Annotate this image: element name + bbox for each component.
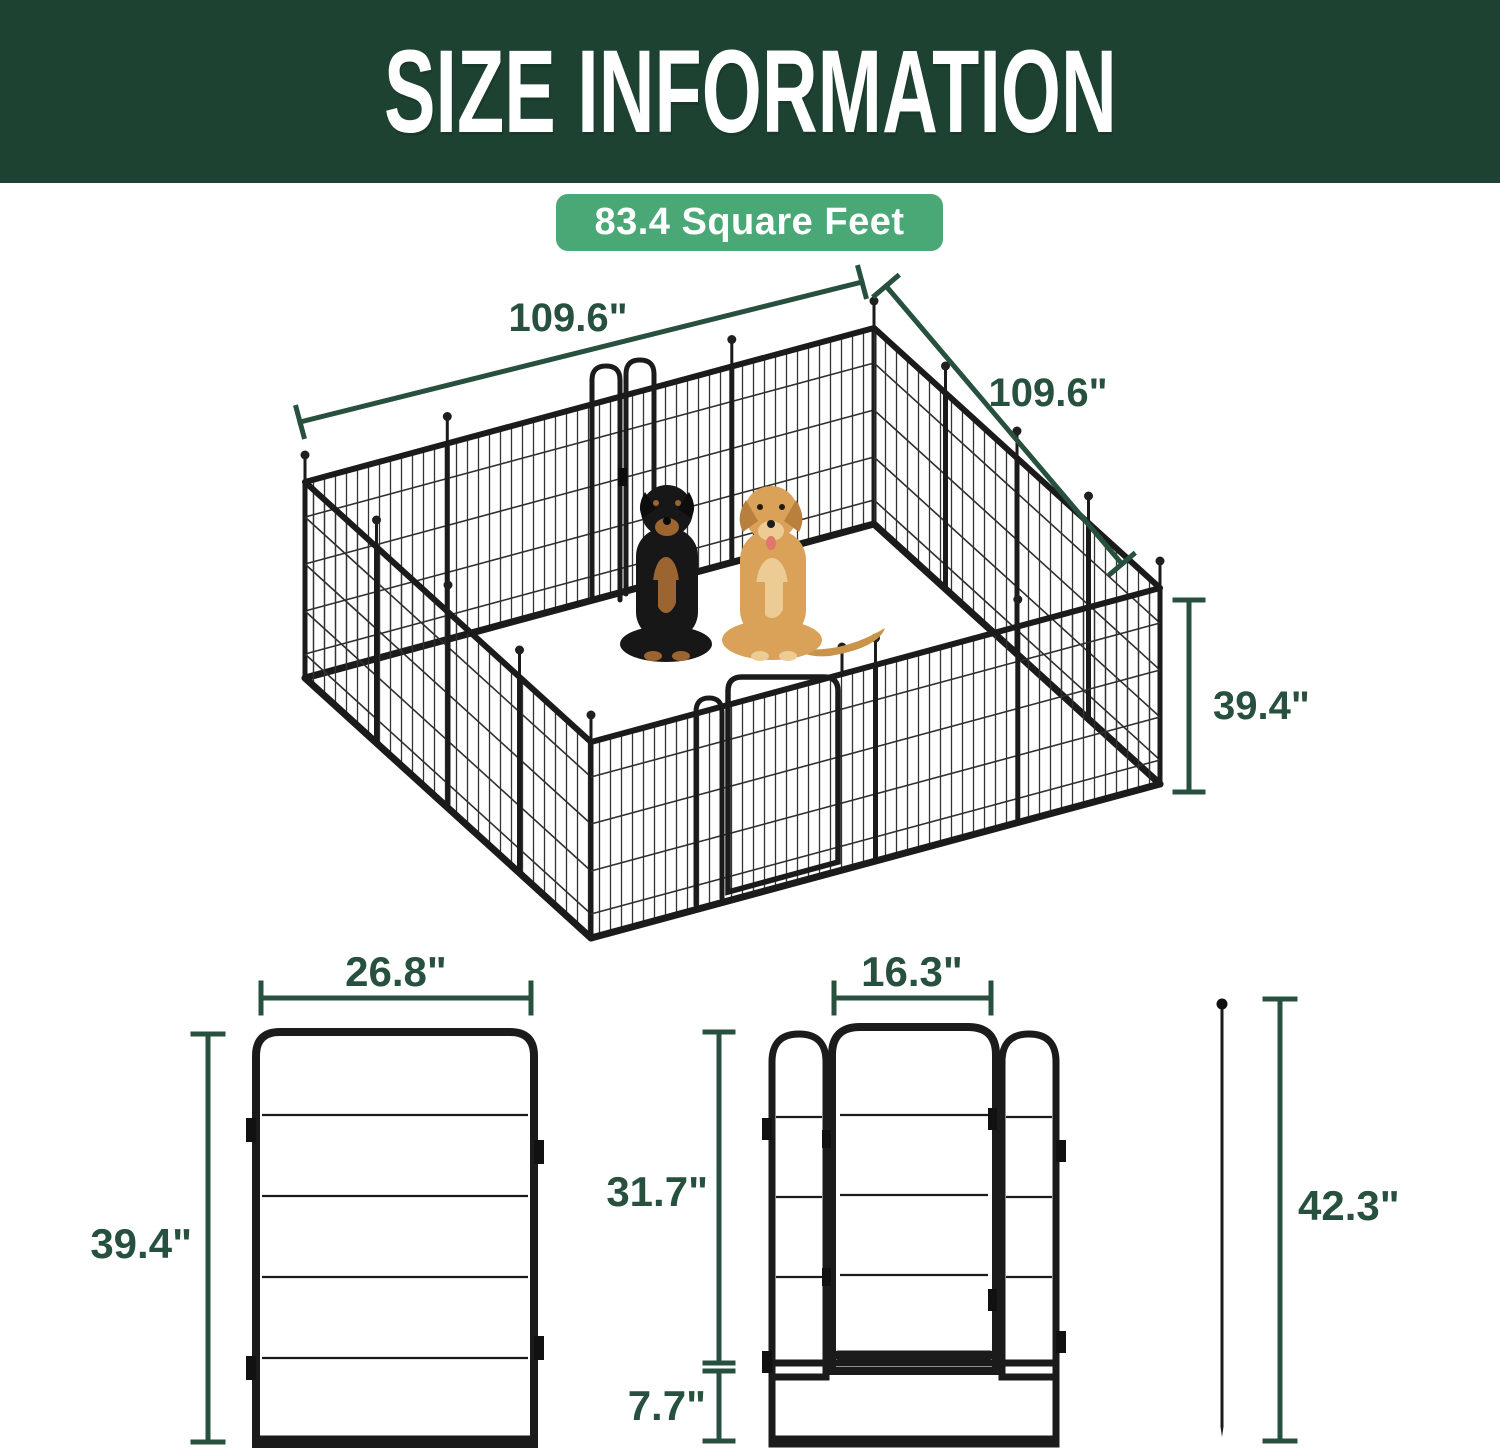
ground-stake-diagram (1217, 999, 1400, 1442)
pen-depth-label: 109.6" (988, 371, 1108, 415)
stake-height-label: 42.3" (1298, 1182, 1400, 1229)
door-height-label: 31.7" (606, 1168, 708, 1215)
dimension-stake-height (1265, 999, 1400, 1441)
panel-front-view (256, 1032, 534, 1444)
dimension-pen-height (1175, 600, 1310, 792)
dimension-panel-width (261, 948, 531, 1013)
door-front-view (832, 1027, 996, 1371)
dimension-panel-height (90, 1034, 223, 1442)
stake-ball-top (1217, 999, 1228, 1010)
pen-width-label: 109.6" (508, 296, 628, 340)
playpen-illustration (296, 268, 1310, 939)
panel-height-label: 39.4" (90, 1220, 192, 1267)
dimension-door-width (834, 948, 991, 1013)
area-badge-label: 83.4 Square Feet (594, 201, 905, 243)
dimension-door-height (606, 1032, 733, 1363)
dimension-door-bottom-height (628, 1371, 733, 1441)
panel-diagram (90, 948, 544, 1444)
panel-width-label: 26.8" (345, 948, 447, 995)
page-title: SIZE INFORMATION (383, 25, 1117, 158)
pen-height-label: 39.4" (1213, 684, 1310, 728)
door-bottom-height-label: 7.7" (627, 1382, 706, 1429)
door-width-label: 16.3" (861, 948, 963, 995)
door-panel-diagram (606, 948, 1066, 1444)
